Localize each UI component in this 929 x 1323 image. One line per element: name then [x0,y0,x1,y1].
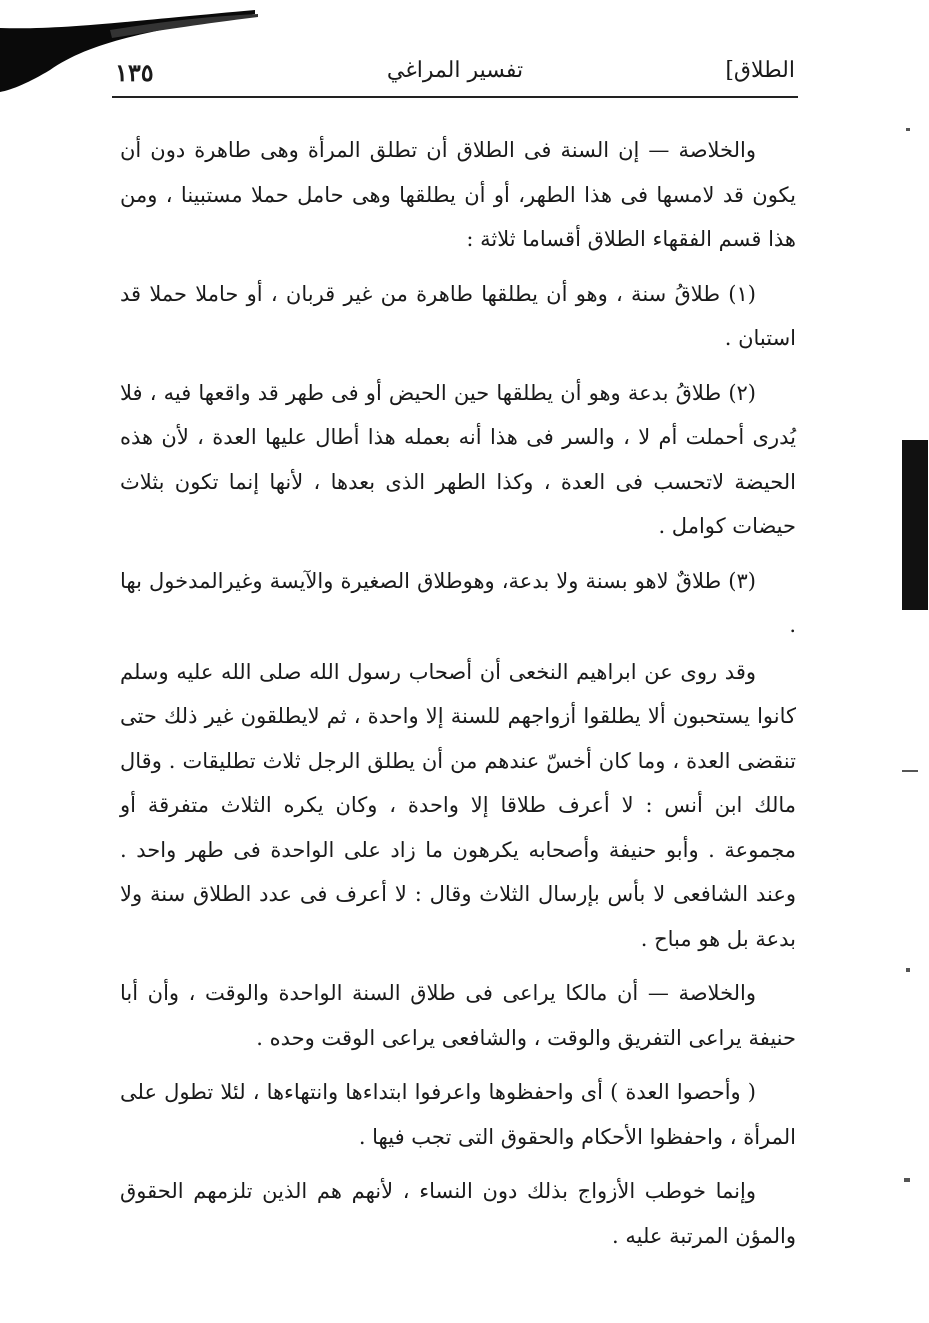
page-header [115,58,795,98]
scan-speck [906,128,910,131]
scan-speck [906,968,910,972]
page-number: ١٣٥ [115,58,154,87]
paragraph-husbands-addressed: وإنما خوطب الأزواج بذلك دون النساء ، لأنهم هم الذين تلزمهم الحقوق والمؤن المرتبة عليه . [120,1179,796,1248]
header-rule [112,96,798,98]
chapter-label: الطلاق] [725,58,795,83]
paragraph-summary: والخلاصة — إن السنة فى الطلاق أن تطلق المرأة وهى طاهرة دون أن يكون قد لامسها فى هذا الطهر، أو أن يطلقها وهى حامل حملا مستبينا ، ومن هذا قسم الفقهاء الطلاق أقساما ثلاثة : [120,138,796,251]
paragraph-count-waiting: ( وأحصوا العدة ) أى واحفظوها واعرفوا ابتداءها وانتهاءها ، لئلا تطول على المرأة ، واحفظوا الأحكام والحقوق التى تجب فيها . [120,1080,796,1149]
paragraph-sunnah-divorce: (١) طلاقُ سنة ، وهو أن يطلقها طاهرة من غير قربان ، أو حاملا حملا قد استبان . [120,281,796,350]
paragraph-bidah-divorce: (٢) طلاقُ بدعة وهو أن يطلقها حين الحيض أو فى طهر قد واقعها فيه ، فلا يُدرى أحملت أم لا ، والسر فى هذا أنه بعمله هذا أطال عليها العدة ، لأن هذه الحيضة لاتحسب فى العدة ، وكذا الطهر الذى بعدها ، لأنها إنما تكون بثلاث حيضات كوامل . [120,380,796,538]
book-title: تفسير المراغي [386,58,524,83]
paragraph-neither-divorce: (٣) طلاقٌ لاهو بسنة ولا بدعة، وهوطلاق الصغيرة والآيسة وغيرالمدخول بها . [120,568,796,637]
scan-speck [902,770,918,772]
paragraph-narrations: وقد روى عن ابراهيم النخعى أن أصحاب رسول الله صلى الله عليه وسلم كانوا يستحبون ألا يطلقوا أزواجهم للسنة إلا واحدة ، ثم لايطلقون غير ذلك حتى تنقضى العدة ، وما كان أخسّ عندهم من أن يطلق الرجل ثلاث تطليقات . وقال مالك ابن أنس : لا أعرف طلاقا إلا واحدة ، وكان يكره الثلاث متفرقة أو مجموعة . وأبو حنيفة وأصحابه يكرهون ما زاد على الواحدة فى طهر واحد . وعند الشافعى لا بأس بإرسال الثلاث وقال : لا أعرف فى عدد الطلاق سنة ولا بدعة بل هو مباح . [120,659,796,951]
paragraph-second-summary: والخلاصة — أن مالكا يراعى فى طلاق السنة الواحدة والوقت ، وأن أبا حنيفة يراعى التفريق والوقت ، والشافعى يراعى الوقت وحده . [120,981,796,1050]
scan-margin-mark [902,440,928,610]
scan-speck [904,1178,910,1182]
page-body [120,128,796,1268]
